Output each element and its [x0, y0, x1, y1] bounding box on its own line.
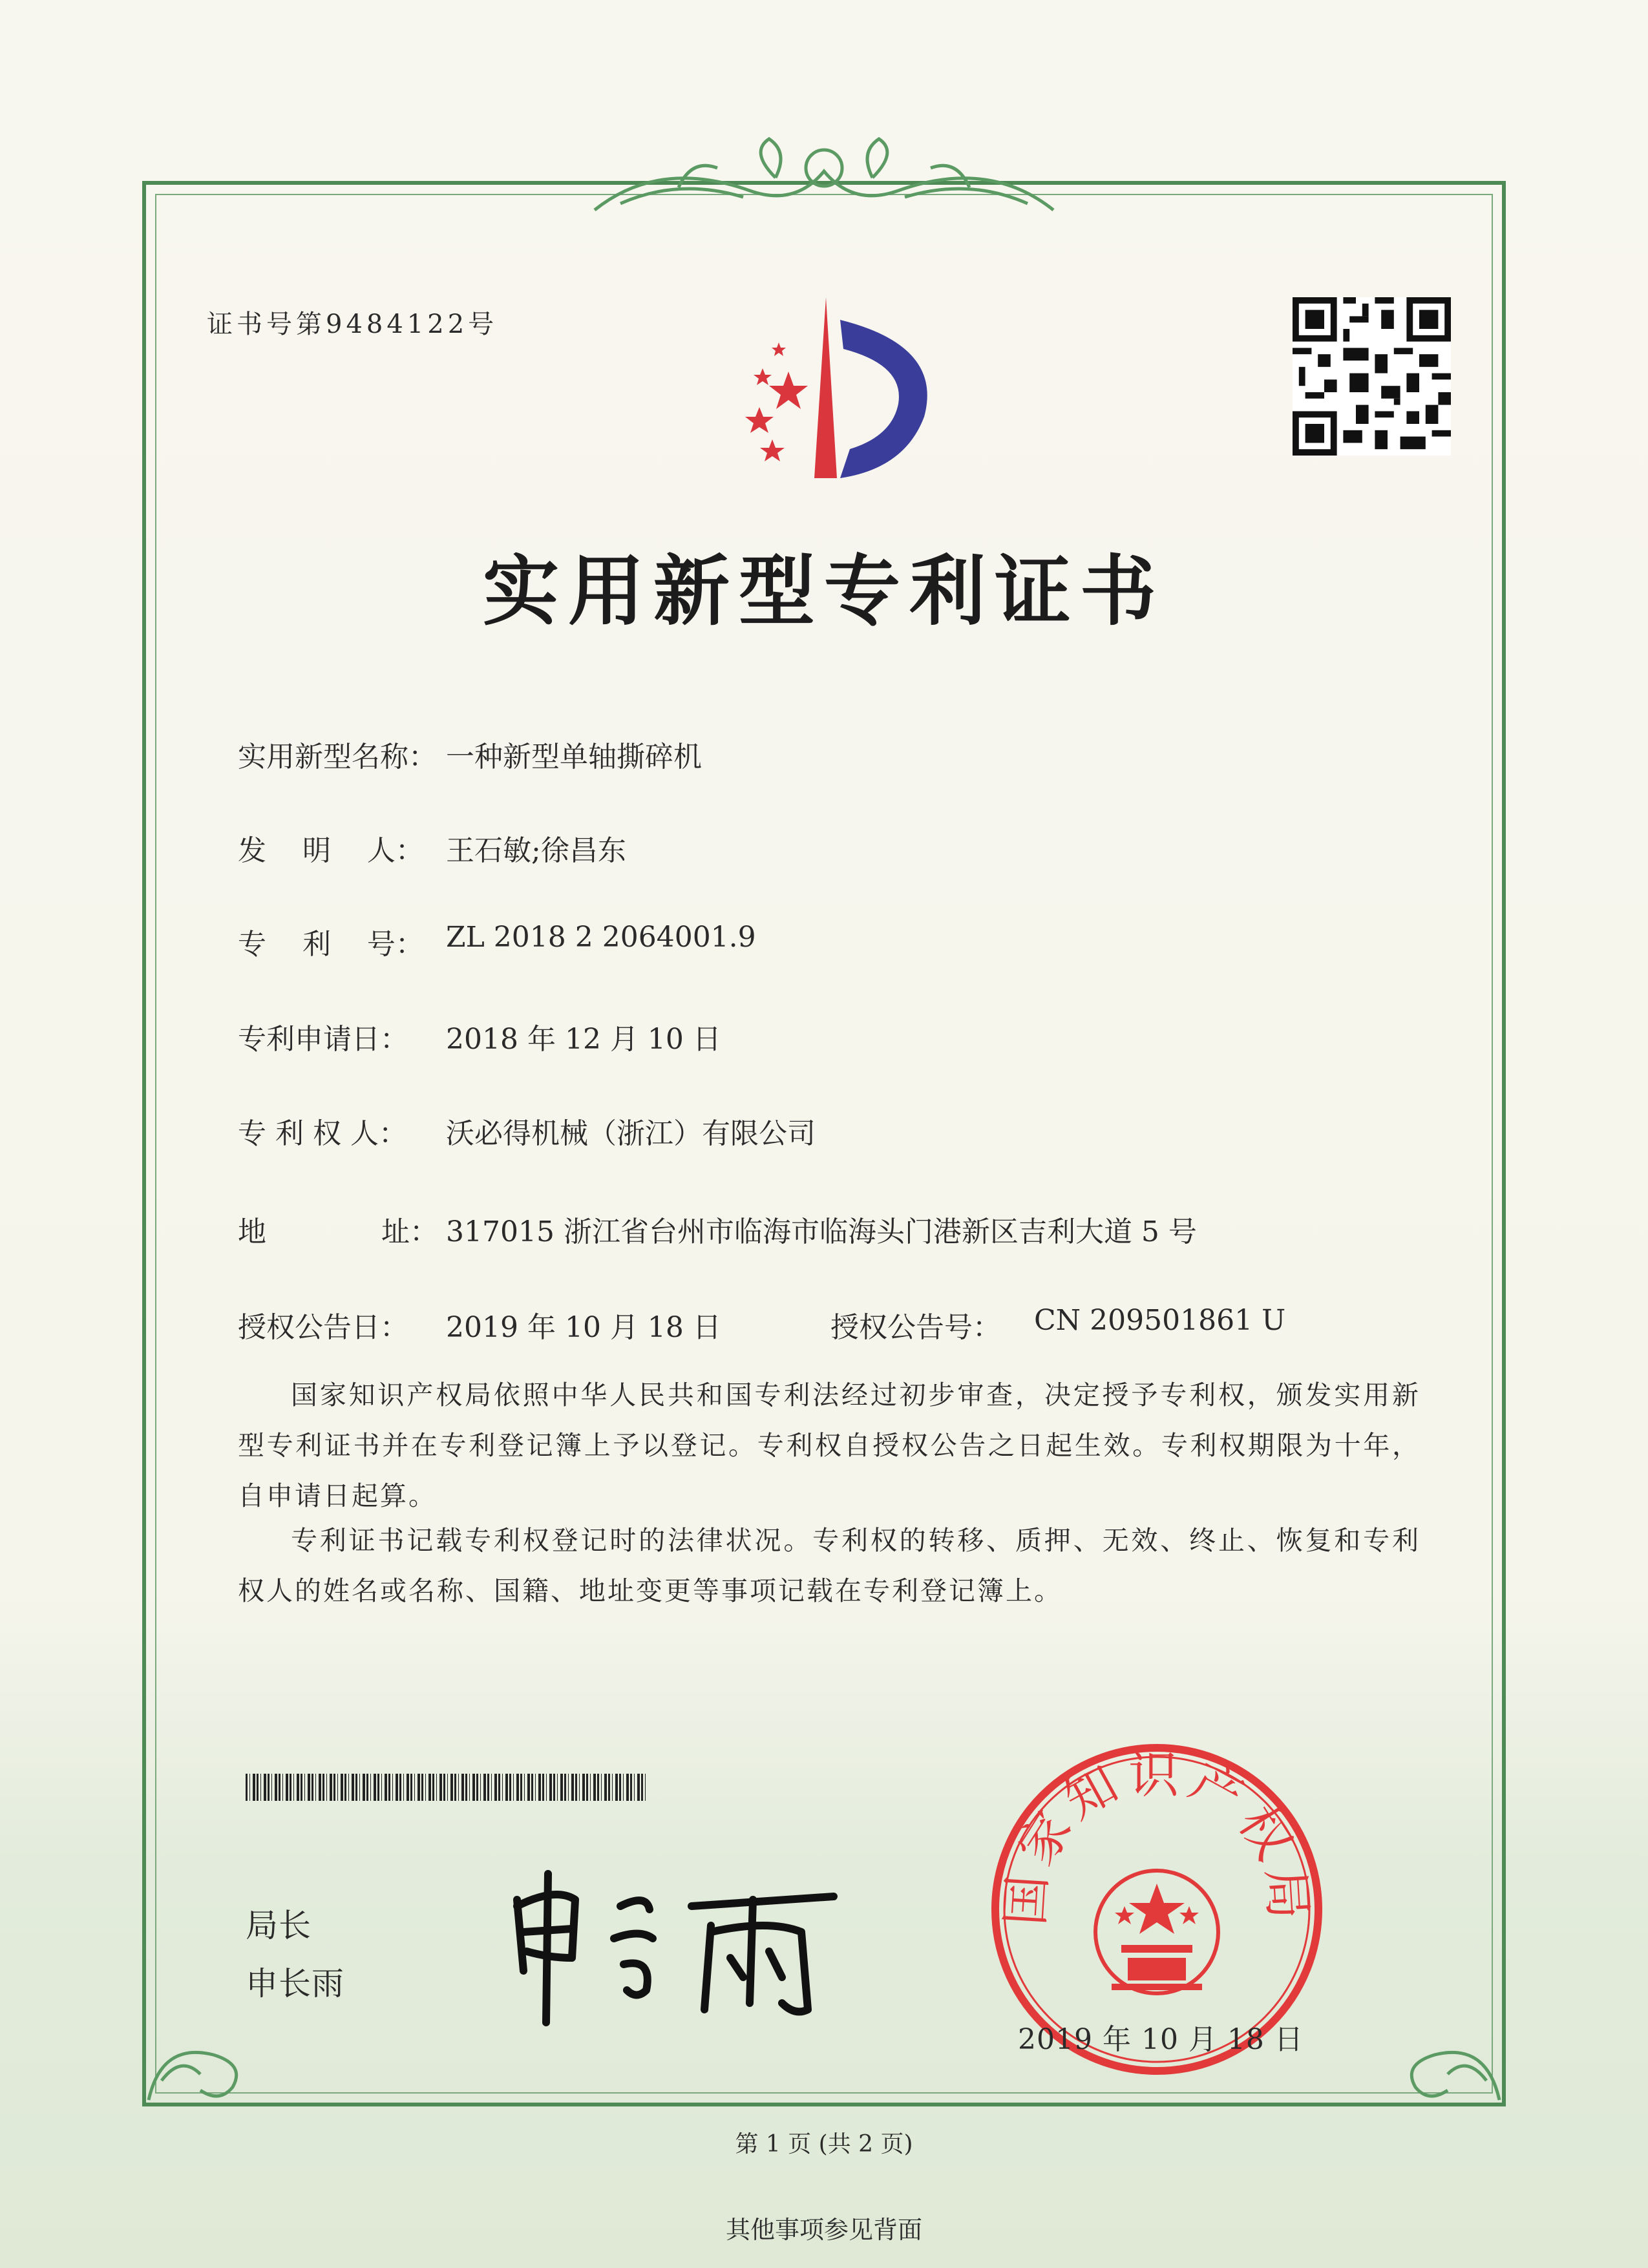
cnipa-logo-icon	[711, 294, 956, 481]
filing-date-value: 2018 年 12 月 10 日	[446, 1023, 721, 1056]
bottom-left-ornament-icon	[142, 2016, 271, 2106]
seal-text: 国家知识产权局	[996, 1746, 1318, 1927]
certificate-number: 证书号第9484122号	[207, 310, 498, 339]
certificate-paragraph-2: 专利证书记载专利权登记时的法律状况。专利权的转移、质押、无效、终止、恢复和专利权人的姓名或名称、国籍、地址变更等事项记载在专利登记簿上。	[238, 1525, 1421, 1606]
patentee-label: 专 利 权 人：	[238, 1117, 407, 1150]
filing-date-label: 专利申请日：	[238, 1023, 408, 1056]
qr-code-icon	[1293, 297, 1451, 456]
bottom-right-ornament-icon	[1377, 2016, 1506, 2106]
inventor-value: 王石敏;徐昌东	[446, 834, 626, 867]
seal-date: 2019 年 10 月 18 日	[1018, 2023, 1304, 2056]
invention-name-value: 一种新型单轴撕碎机	[446, 740, 702, 773]
inventor-label: 发 明 人：	[238, 834, 424, 867]
patent-number-label: 专 利 号：	[238, 928, 424, 961]
address-value: 317015 浙江省台州市临海市临海头门港新区吉利大道 5 号	[446, 1215, 1197, 1248]
grant-date-value: 2019 年 10 月 18 日	[446, 1311, 721, 1344]
barcode	[246, 1774, 646, 1801]
certificate-title: 实用新型专利证书	[482, 546, 1165, 636]
page-indicator: 第 1 页 (共 2 页)	[735, 2131, 913, 2158]
grant-date-label: 授权公告日：	[238, 1311, 408, 1344]
address-label-2: 址：	[381, 1215, 438, 1248]
signatory-name: 申长雨	[246, 1965, 344, 2002]
back-side-note: 其他事项参见背面	[725, 2216, 922, 2244]
handwritten-signature-icon	[498, 1861, 860, 2035]
certificate-paragraph-1: 国家知识产权局依照中华人民共和国专利法经过初步审查，决定授予专利权，颁发实用新型专利证书并在专利登记簿上予以登记。专利权自授权公告之日起生效。专利权期限为十年，自申请日起算。	[238, 1380, 1421, 1511]
grant-number-value: CN 209501861 U	[1034, 1304, 1286, 1337]
invention-name-label: 实用新型名称：	[238, 740, 437, 773]
patentee-value: 沃必得机械（浙江）有限公司	[446, 1117, 816, 1150]
grant-number-label: 授权公告号：	[830, 1311, 1001, 1344]
top-ornament-icon	[582, 132, 1066, 229]
patent-number-value: ZL 2018 2 2064001.9	[446, 921, 756, 954]
signatory-title: 局长	[246, 1907, 312, 1944]
address-label-1: 地	[238, 1215, 266, 1248]
